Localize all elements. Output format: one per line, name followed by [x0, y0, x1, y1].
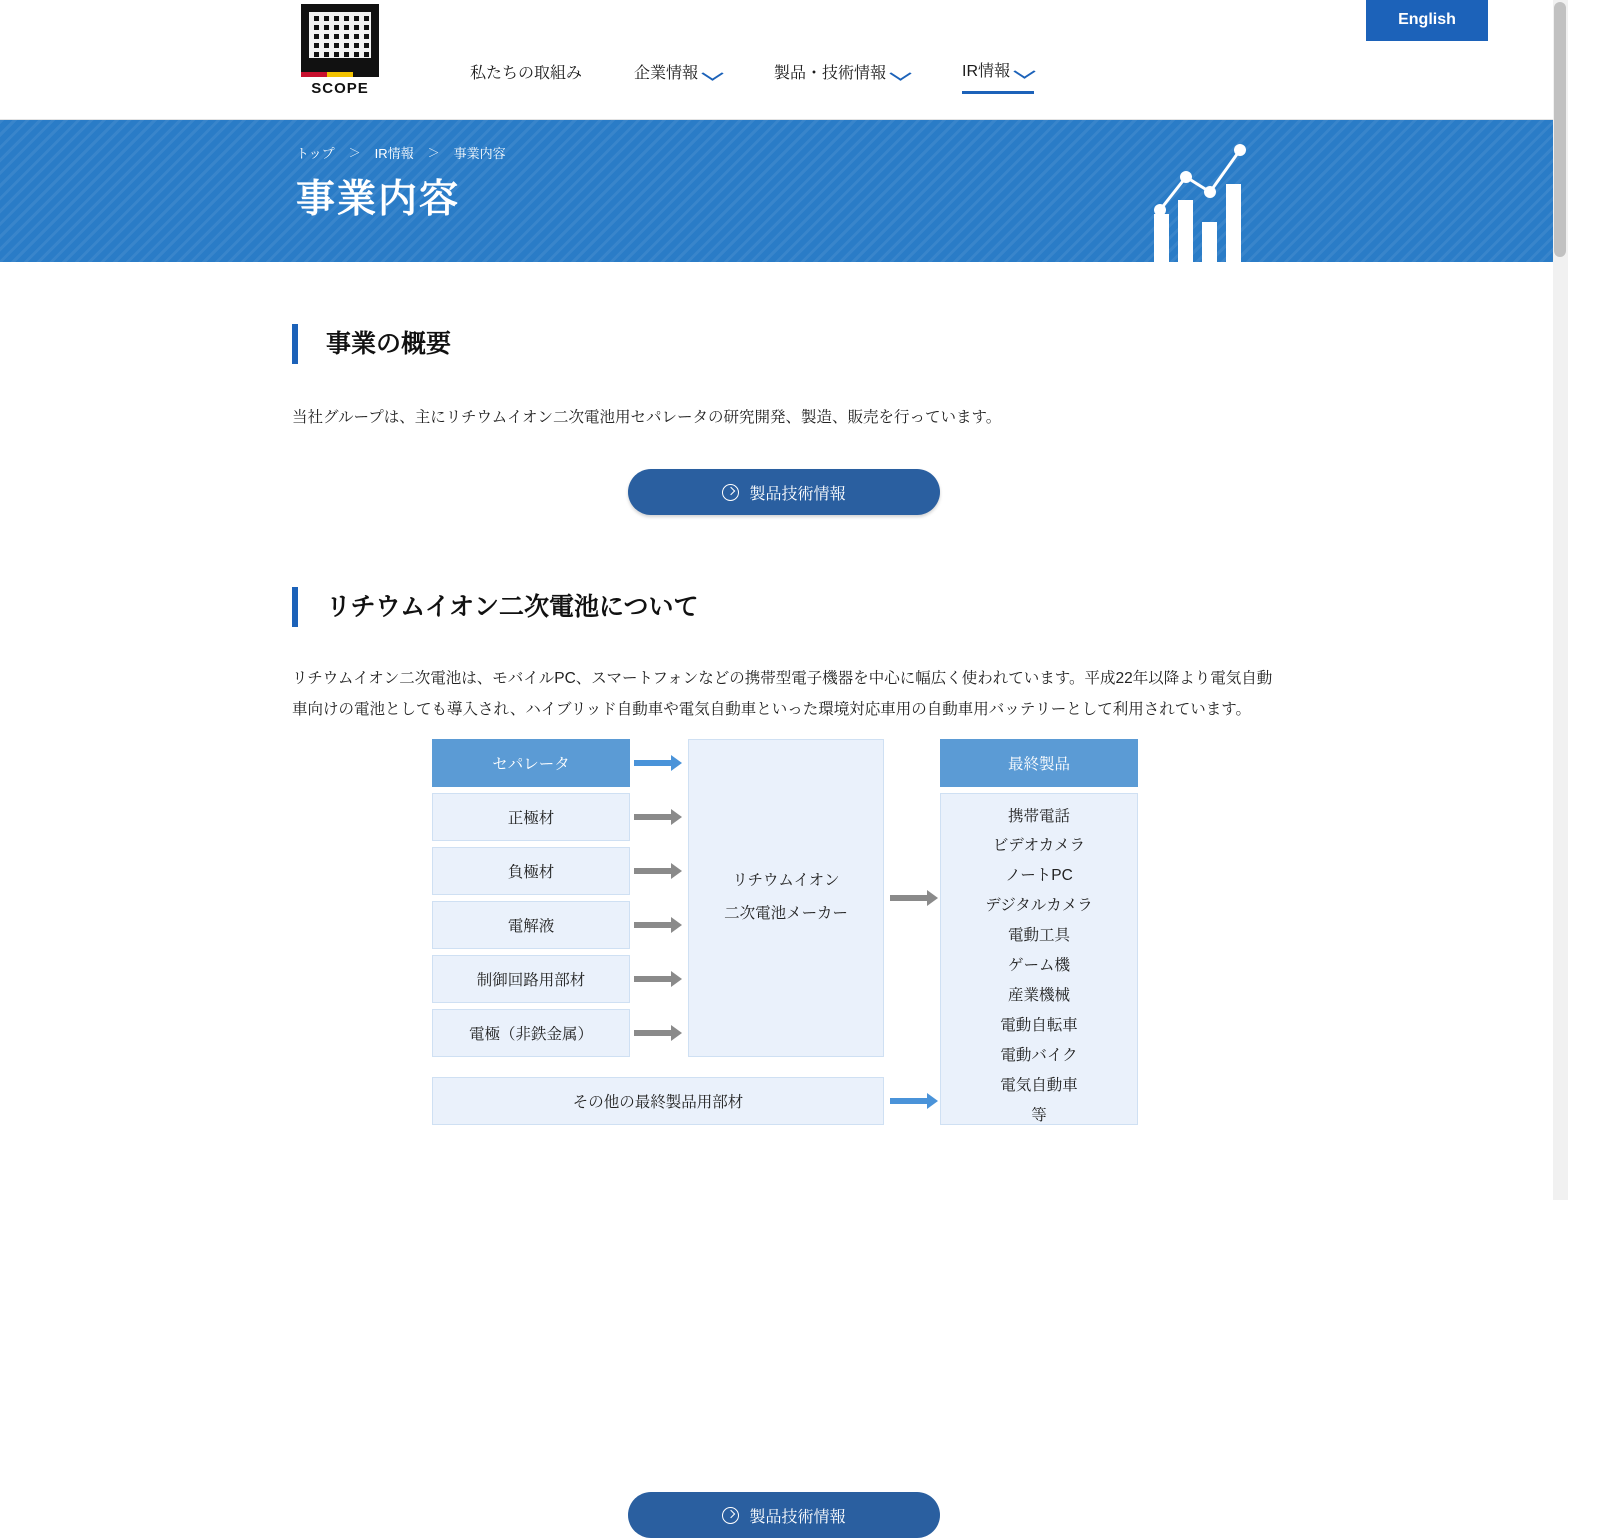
- scrollbar-thumb[interactable]: [1554, 2, 1566, 257]
- primary-navigation: [470, 58, 1034, 94]
- final-product-item: ゲーム機: [1007, 957, 1070, 975]
- page-scrollbar[interactable]: [1553, 0, 1568, 1200]
- section-paragraph-battery: リチウムイオン二次電池は、モバイルPC、スマートフォンなどの携帯型電子機器を中心に幅広く使われています。平成22年以降より電気自動車向けの電池としても導入され、ハイブリッド自動車や電気自動車といった環境対応車用の自動車用バッテリーとして利用されています。: [292, 670, 1273, 718]
- product-tech-info-button[interactable]: [628, 469, 940, 515]
- chevron-down-icon: [706, 67, 722, 76]
- final-product-item: 電動自転車: [1000, 1016, 1078, 1034]
- diagram-box-material: 負極材: [432, 847, 630, 895]
- diagram-box-material: 正極材: [432, 793, 630, 841]
- final-product-item: ビデオカメラ: [992, 837, 1086, 855]
- diagram-box-separator: セパレータ: [432, 739, 630, 787]
- chart-graphic-icon: [1148, 142, 1278, 262]
- nav-item-label: 企業情報: [634, 64, 699, 82]
- cta-row-bottom: [0, 1492, 1568, 1538]
- final-product-item: 等: [1031, 1106, 1047, 1124]
- breadcrumb-item-current: 事業内容: [453, 146, 506, 161]
- page-title: 事業内容: [296, 178, 461, 221]
- final-product-item: ノートPC: [1005, 867, 1073, 885]
- language-switch-button[interactable]: English: [1366, 0, 1488, 41]
- logo-mark-icon: [301, 4, 379, 72]
- diagram-box-material: 電極（非鉄金属）: [432, 1009, 630, 1057]
- logo-text: SCOPE: [311, 80, 369, 97]
- page-hero: [0, 120, 1568, 262]
- supply-chain-diagram: [432, 739, 1142, 1139]
- breadcrumb-separator: ＞: [427, 146, 440, 160]
- nav-item-label: 製品・技術情報: [774, 64, 887, 82]
- final-product-item: 電気自動車: [1000, 1076, 1078, 1094]
- section-heading-overview: 事業の概要: [292, 324, 1568, 364]
- diagram-box-maker: [688, 739, 884, 1057]
- diagram-box-final-products: [940, 793, 1138, 1125]
- breadcrumb: [296, 143, 506, 162]
- final-product-item: 携帯電話: [1007, 807, 1070, 825]
- final-product-item: 産業機械: [1007, 986, 1070, 1004]
- chevron-down-icon: [1018, 65, 1034, 74]
- final-product-item: デジタルカメラ: [985, 897, 1093, 915]
- nav-item-products[interactable]: [774, 60, 910, 93]
- product-tech-info-button-bottom[interactable]: [628, 1492, 940, 1538]
- main-content: [0, 324, 1568, 1526]
- breadcrumb-item-home[interactable]: トップ: [296, 146, 335, 161]
- product-tech-info-label: 製品技術情報: [749, 485, 846, 503]
- maker-label-line1: リチウムイオン: [732, 872, 840, 890]
- maker-label-line2: 二次電池メーカー: [724, 905, 848, 922]
- product-tech-info-label: 製品技術情報: [749, 1508, 846, 1526]
- nav-item-ir[interactable]: [962, 58, 1034, 94]
- section-paragraph-overview: 当社グループは、主にリチウムイオン二次電池用セパレータの研究開発、製造、販売を行っています。: [292, 409, 1002, 426]
- diagram-box-other-parts: その他の最終製品用部材: [432, 1077, 884, 1125]
- cta-row-top: [0, 469, 1568, 515]
- nav-item-label: IR情報: [962, 63, 1011, 80]
- logo-color-bar: [301, 72, 379, 77]
- nav-item-efforts[interactable]: [470, 60, 582, 93]
- breadcrumb-item-ir[interactable]: IR情報: [374, 146, 414, 161]
- nav-item-company[interactable]: [634, 60, 722, 93]
- diagram-box-material: 電解液: [432, 901, 630, 949]
- diagram-box-material: 制御回路用部材: [432, 955, 630, 1003]
- nav-item-label: 私たちの取組み: [470, 64, 583, 82]
- arrow-right-circle-icon: [722, 1507, 739, 1524]
- final-product-item: 電動バイク: [1000, 1046, 1078, 1064]
- final-product-item: 電動工具: [1007, 927, 1070, 945]
- arrow-right-circle-icon: [722, 484, 739, 501]
- chevron-down-icon: [894, 67, 910, 76]
- breadcrumb-separator: ＞: [348, 146, 361, 160]
- site-logo[interactable]: [292, 4, 388, 97]
- diagram-box-final-header: 最終製品: [940, 739, 1138, 787]
- site-header: [0, 0, 1568, 120]
- section-heading-battery: リチウムイオン二次電池について: [292, 587, 1568, 627]
